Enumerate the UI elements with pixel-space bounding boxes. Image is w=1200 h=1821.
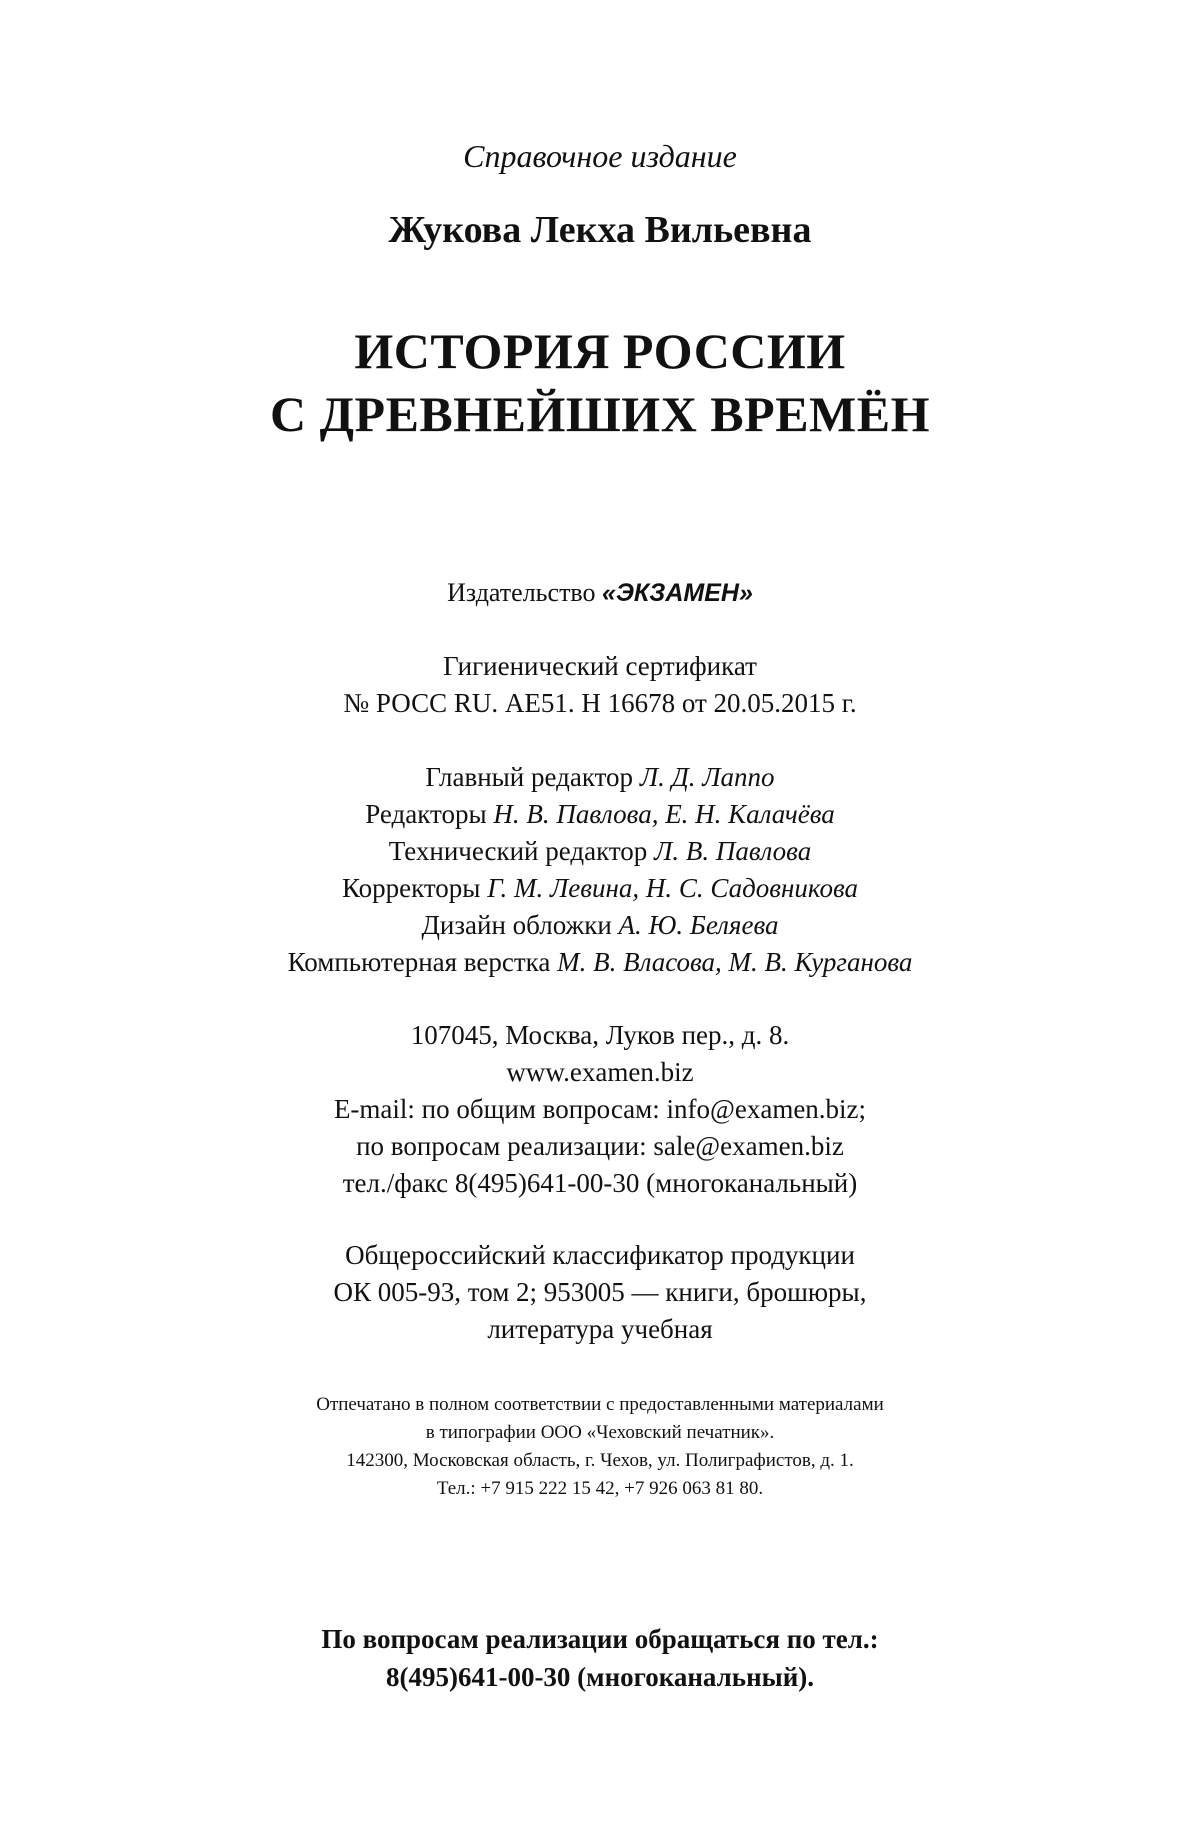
- certificate-line-1: Гигиенический сертификат: [443, 651, 757, 681]
- credit-names: Н. В. Павлова, Е. Н. Калачёва: [493, 799, 835, 829]
- credit-names: Г. М. Левина, Н. С. Садовникова: [487, 873, 859, 903]
- publisher-line: [0, 578, 1200, 608]
- address: 107045, Москва, Луков пер., д. 8.: [410, 1020, 790, 1050]
- credit-role: Редакторы: [365, 799, 487, 829]
- credit-cover-design: [0, 910, 1200, 941]
- book-title-line-2: С ДРЕВНЕЙШИХ ВРЕМЁН: [270, 386, 930, 442]
- publisher-name: «ЭКЗАМЕН»: [602, 579, 753, 607]
- credit-role: Дизайн обложки: [421, 910, 612, 940]
- email-sales: по вопросам реализации: sale@examen.biz: [356, 1131, 844, 1161]
- book-title-line-1: ИСТОРИЯ РОССИИ: [354, 323, 846, 379]
- credit-names: М. В. Власова, М. В. Курганова: [557, 947, 913, 977]
- credit-chief-editor: [0, 762, 1200, 793]
- credit-names: А. Ю. Беляева: [618, 910, 779, 940]
- credit-layout: [0, 947, 1200, 978]
- credit-role: Компьютерная верстка: [287, 947, 551, 977]
- certificate-line-2: № РОСС RU. АЕ51. Н 16678 от 20.05.2015 г.: [343, 688, 857, 718]
- sales-note-line-1: По вопросам реализации обращаться по тел.:: [321, 1624, 879, 1654]
- credit-proofreaders: [0, 873, 1200, 904]
- website: www.examen.biz: [506, 1057, 694, 1087]
- credit-names: Л. В. Павлова: [654, 836, 812, 866]
- credit-technical-editor: [0, 836, 1200, 867]
- credit-role: Главный редактор: [425, 762, 634, 792]
- credit-editors: [0, 799, 1200, 830]
- credit-names: Л. Д. Лаппо: [639, 762, 775, 792]
- email-general: E-mail: по общим вопросам: info@examen.biz;: [333, 1094, 867, 1124]
- classifier-line-2: ОК 005-93, том 2; 953005 — книги, брошюры,: [333, 1277, 867, 1307]
- credit-role: Технический редактор: [388, 836, 648, 866]
- edition-type: Справочное издание: [463, 138, 737, 174]
- publisher-label: Издательство: [447, 578, 596, 607]
- classifier-line-3: литература учебная: [487, 1314, 713, 1344]
- author-name: Жукова Лекха Вильевна: [388, 209, 812, 251]
- printer-line-2: в типографии ООО «Чеховский печатник».: [425, 1422, 775, 1443]
- printer-line-4: Тел.: +7 915 222 15 42, +7 926 063 81 80.: [436, 1478, 764, 1499]
- phone-fax: тел./факс 8(495)641-00-30 (многоканальный): [342, 1168, 858, 1198]
- printer-line-1: Отпечатано в полном соответствии с предоставленными материалами: [316, 1394, 884, 1415]
- classifier-line-1: Общероссийский классификатор продукции: [345, 1240, 855, 1270]
- printer-line-3: 142300, Московская область, г. Чехов, ул. Полиграфистов, д. 1.: [346, 1450, 854, 1471]
- credit-role: Корректоры: [341, 873, 481, 903]
- sales-note-line-2: 8(495)641-00-30 (многоканальный).: [385, 1662, 815, 1692]
